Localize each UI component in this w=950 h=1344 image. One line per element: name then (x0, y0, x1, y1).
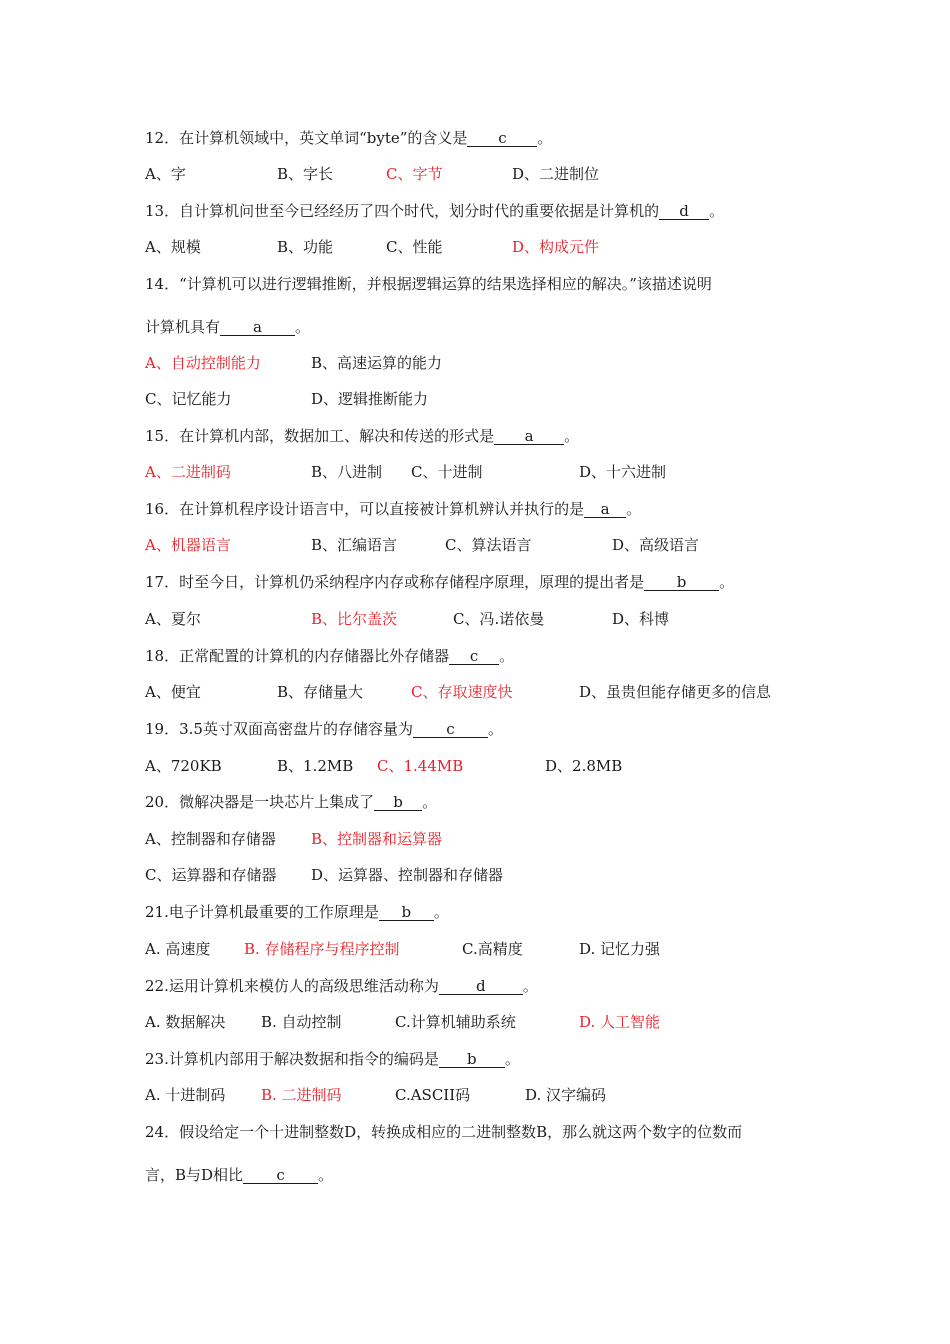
option-d: D. 记忆力强 (579, 940, 661, 958)
option-d: D、逻辑推断能力 (311, 390, 429, 408)
question-18: 18．正常配置的计算机的内存储器比外存储器 c 。 (145, 647, 515, 665)
answer-blank: a (494, 428, 564, 445)
option-c: C、十进制 (411, 463, 483, 481)
answer-blank: c (467, 130, 537, 147)
question-stem: 13．自计算机问世至今已经经历了四个时代，划分时代的重要依据是计算机的 (145, 202, 660, 220)
question-19: 19．3.5英寸双面高密盘片的存储容量为 c 。 (145, 720, 503, 738)
option-c-correct: C、字节 (386, 165, 443, 183)
question-23: 23.计算机内部用于解决数据和指令的编码是 b 。 (145, 1050, 520, 1068)
option-b: B、字长 (277, 165, 334, 183)
option-d: D、十六进制 (579, 463, 667, 481)
question-14-line1 (145, 274, 712, 294)
question-stem: 14．“计算机可以进行逻辑推断，并根据逻辑运算的结果选择相应的解决。”该描述说明 (145, 275, 712, 293)
option-d: D、虽贵但能存储更多的信息 (579, 683, 772, 701)
question-14-line2: 计算机具有 a 。 (145, 318, 311, 336)
question-24-line1 (145, 1122, 742, 1142)
answer-blank: c (413, 721, 488, 738)
answer-blank: b (379, 904, 434, 921)
answer-blank: c (449, 648, 499, 665)
option-d-correct: D. 人工智能 (579, 1013, 661, 1031)
answer-blank: b (644, 574, 719, 591)
question-24-line2: 言，B与D相比 c 。 (145, 1166, 334, 1184)
question-17: 17．时至今日，计算机仍采纳程序内存或称存储程序原理，原理的提出者是 b 。 (145, 573, 735, 591)
question-16: 16．在计算机程序设计语言中，可以直接被计算机辨认并执行的是 a 。 (145, 500, 642, 518)
option-c-correct: C、1.44MB (377, 757, 464, 775)
answer-blank: d (659, 203, 709, 220)
question-22: 22.运用计算机来模仿人的高级思维活动称为 d 。 (145, 977, 538, 995)
answer-blank: d (439, 978, 523, 995)
option-b-correct: B、控制器和运算器 (311, 830, 443, 848)
option-d: D、高级语言 (612, 536, 700, 554)
option-d: D、二进制位 (512, 165, 600, 183)
question-stem: 18．正常配置的计算机的内存储器比外存储器 (145, 647, 450, 665)
question-stem: 16．在计算机程序设计语言中，可以直接被计算机辨认并执行的是 (145, 500, 585, 518)
question-stem: 19．3.5英寸双面高密盘片的存储容量为 (145, 720, 413, 738)
option-a: A. 数据解决 (145, 1013, 226, 1031)
option-b-correct: B. 存储程序与程序控制 (244, 940, 400, 958)
question-stem: 21.电子计算机最重要的工作原理是 (145, 903, 379, 921)
option-c: C、运算器和存储器 (145, 866, 277, 884)
answer-blank: a (220, 319, 295, 336)
question-stem: 24．假设给定一个十进制整数D，转换成相应的二进制整数B，那么就这两个数字的位数而 (145, 1123, 743, 1141)
option-b-correct: B、比尔盖茨 (311, 610, 398, 628)
question-stem: 23.计算机内部用于解决数据和指令的编码是 (145, 1050, 439, 1068)
question-20: 20．微解决器是一块芯片上集成了 b 。 (145, 793, 438, 811)
question-21: 21.电子计算机最重要的工作原理是 b 。 (145, 903, 449, 921)
option-a: A、便宜 (145, 683, 201, 701)
option-b: B. 自动控制 (261, 1013, 342, 1031)
option-c: C.ASCII码 (395, 1086, 471, 1104)
question-stem: 20．微解决器是一块芯片上集成了 (145, 793, 375, 811)
option-a: A、规模 (145, 238, 201, 256)
option-b: B、1.2MB (277, 757, 354, 775)
option-d: D、2.8MB (545, 757, 623, 775)
question-15: 15．在计算机内部，数据加工、解决和传送的形式是 a 。 (145, 427, 580, 445)
option-a: A、字 (145, 165, 186, 183)
question-stem: 12．在计算机领域中，英文单词“byte”的含义是 (145, 129, 468, 147)
option-c: C.高精度 (462, 940, 523, 958)
option-c: C、性能 (386, 238, 443, 256)
option-c-correct: C、存取速度快 (411, 683, 513, 701)
option-c: C.计算机辅助系统 (395, 1013, 516, 1031)
question-stem: 15．在计算机内部，数据加工、解决和传送的形式是 (145, 427, 495, 445)
option-b: B、高速运算的能力 (311, 354, 443, 372)
option-c: C、记忆能力 (145, 390, 232, 408)
option-c: C、冯.诺依曼 (453, 610, 545, 628)
question-stem: 17．时至今日，计算机仍采纳程序内存或称存储程序原理，原理的提出者是 (145, 573, 645, 591)
option-a: A、夏尔 (145, 610, 201, 628)
answer-blank: b (374, 794, 422, 811)
option-d: D、科博 (612, 610, 670, 628)
option-b: B、汇编语言 (311, 536, 398, 554)
answer-blank: b (439, 1051, 505, 1068)
option-b: B、功能 (277, 238, 334, 256)
option-a-correct: A、机器语言 (145, 536, 231, 554)
option-d: D. 汉字编码 (525, 1086, 607, 1104)
answer-blank: c (243, 1167, 318, 1184)
option-d: D、运算器、控制器和存储器 (311, 866, 504, 884)
option-a: A. 高速度 (145, 940, 211, 958)
option-a: A. 十进制码 (145, 1086, 226, 1104)
answer-blank: a (584, 501, 626, 518)
question-stem: 22.运用计算机来模仿人的高级思维活动称为 (145, 977, 439, 995)
question-12: 12．在计算机领域中，英文单词“byte”的含义是 c 。 (145, 129, 553, 147)
option-b: B、八进制 (311, 463, 383, 481)
option-a-correct: A、二进制码 (145, 463, 231, 481)
option-a: A、控制器和存储器 (145, 830, 276, 848)
option-a: A、720KB (145, 757, 222, 775)
option-c: C、算法语言 (445, 536, 532, 554)
option-d-correct: D、构成元件 (512, 238, 600, 256)
option-b: B、存储量大 (277, 683, 364, 701)
option-a-correct: A、自动控制能力 (145, 354, 261, 372)
option-b-correct: B. 二进制码 (261, 1086, 342, 1104)
question-13: 13．自计算机问世至今已经经历了四个时代，划分时代的重要依据是计算机的 d 。 (145, 202, 725, 220)
